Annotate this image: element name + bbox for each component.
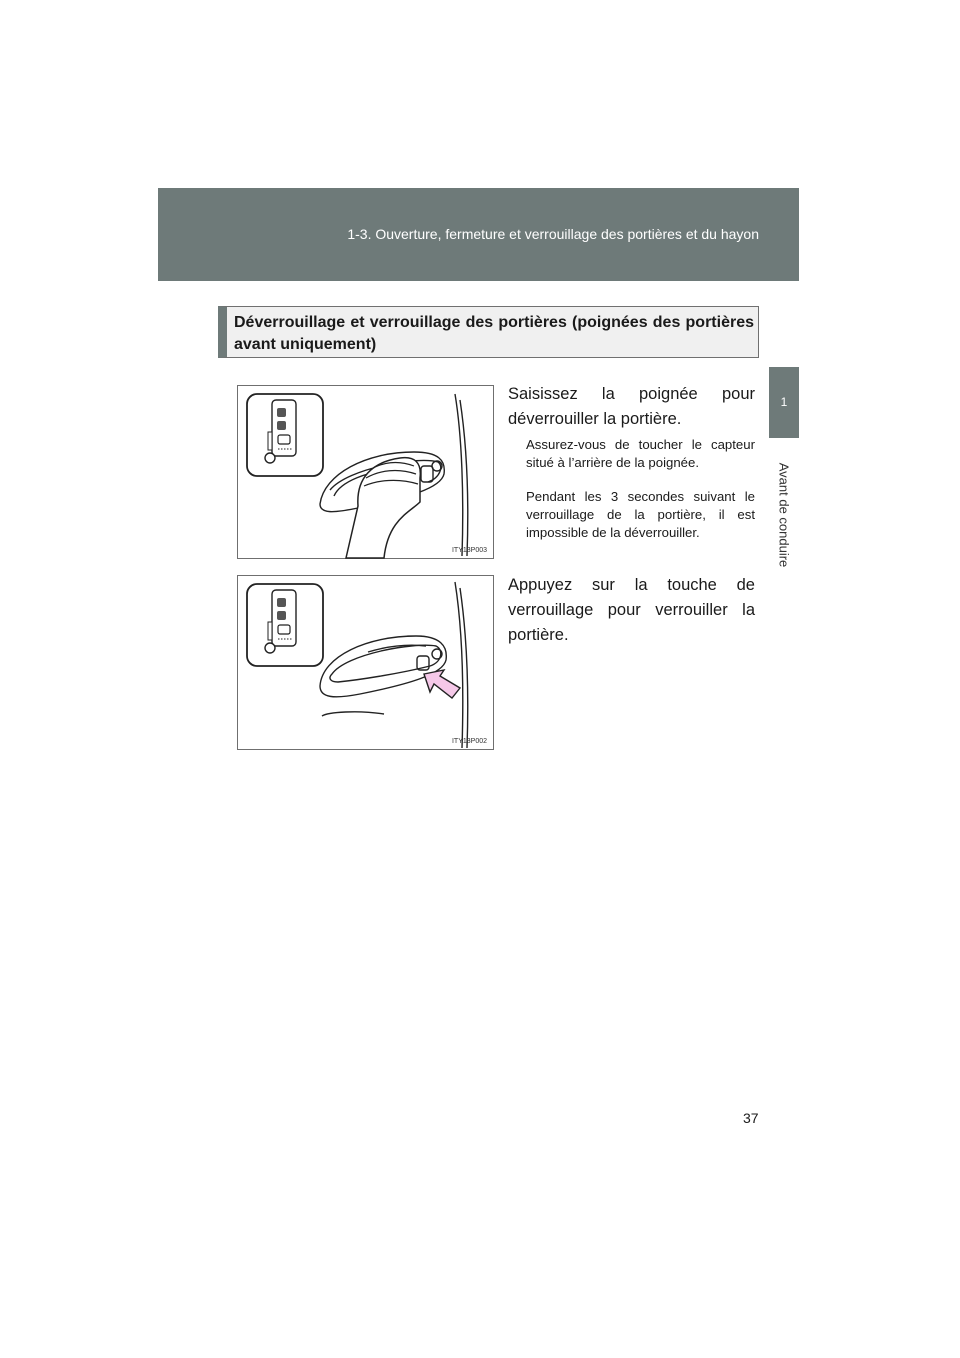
step-unlock-text: Saisissez la poignée pour déverrouiller la portière. [508, 385, 755, 428]
header-band [158, 188, 799, 281]
chapter-tab [769, 367, 799, 438]
page-number: 37 [743, 1110, 759, 1126]
note-touch-sensor: Assurez-vous de toucher le capteur situé à l’arrière de la poignée. [526, 437, 755, 470]
chapter-side-label [762, 455, 806, 575]
key-fob-icon [247, 394, 323, 476]
note-lock-delay: Pendant les 3 secondes suivant le verrouillage de la portière, il est impossible de la déverrouiller. [526, 489, 755, 540]
press-lock-illustration [238, 576, 495, 751]
key-fob-icon [247, 584, 323, 666]
figure-code: ITY13P003 [451, 547, 487, 554]
press-arrow-icon [424, 670, 460, 698]
chapter-title: 1-3. Ouverture, fermeture et verrouillage des portières et du hayon [347, 226, 759, 242]
step-lock-text: Appuyez sur la touche de verrouillage pour verrouiller la portière. [508, 576, 755, 644]
section-heading [218, 306, 759, 358]
grasp-handle-illustration [238, 386, 495, 560]
figure-grasp-handle [237, 385, 494, 559]
chapter-side-label-text: Avant de conduire [776, 462, 792, 568]
chapter-tab-number: 1 [780, 395, 788, 409]
section-heading-text: Déverrouillage et verrouillage des portières (poignées des portières avant uniquement) [234, 314, 754, 353]
figure-press-lock-button [237, 575, 494, 750]
figure-code: ITY13P002 [451, 738, 487, 745]
